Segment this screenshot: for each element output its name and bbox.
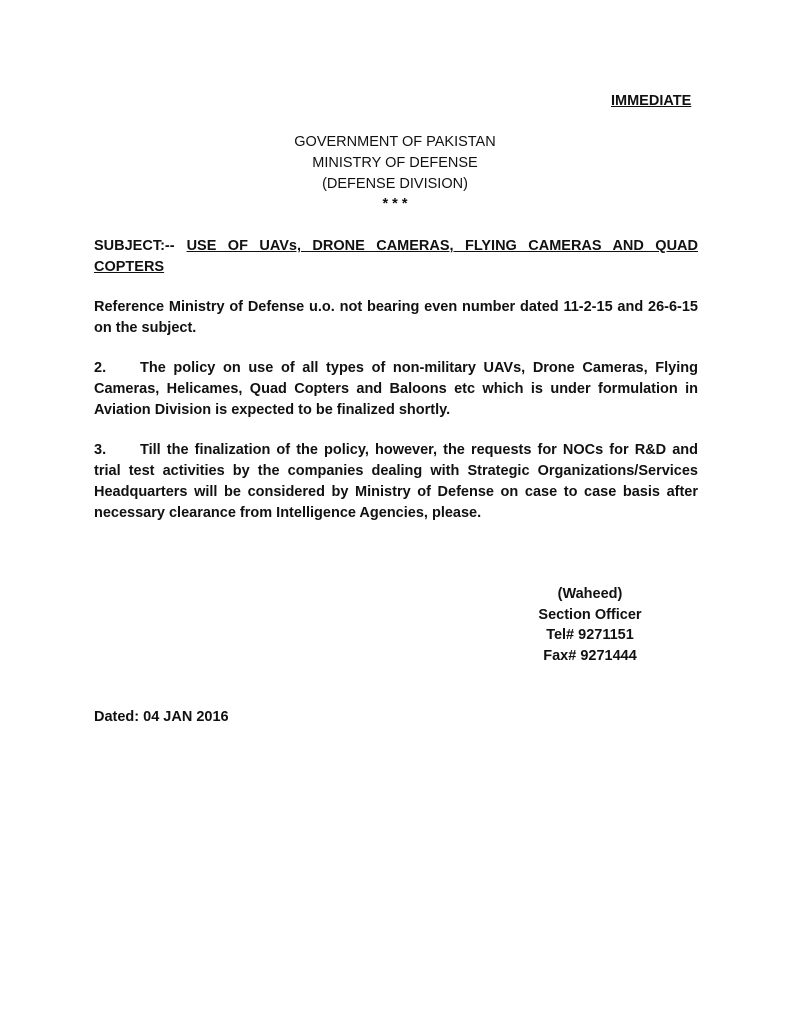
paragraph-text: The policy on use of all types of non-military UAVs, Drone Cameras, Flying Cameras, Helicames, Quad Copters and Baloons etc which is under formulation in Aviation Division is expected to be finalized shortly. (94, 360, 698, 418)
subject-label: SUBJECT:-- (94, 238, 175, 254)
header-division: (DEFENSE DIVISION) (322, 176, 468, 192)
subject-line (94, 236, 698, 278)
document-date: Dated: 04 JAN 2016 (94, 709, 229, 725)
signatory-name: (Waheed) (557, 586, 623, 602)
header-government: GOVERNMENT OF PAKISTAN (294, 134, 496, 150)
paragraph-number: 2. (94, 360, 107, 376)
subject-text: USE OF UAVs, DRONE CAMERAS, FLYING CAMERAS AND QUAD COPTERS (94, 238, 698, 275)
paragraph-2 (94, 358, 698, 421)
signatory-tel: Tel# 9271151 (546, 627, 634, 643)
priority-label: IMMEDIATE (611, 93, 692, 109)
header-ministry: MINISTRY OF DEFENSE (312, 155, 478, 171)
signatory-fax: Fax# 9271444 (543, 648, 637, 664)
paragraph-number: 3. (94, 442, 107, 458)
signatory-title: Section Officer (538, 607, 642, 623)
reference-paragraph: Reference Ministry of Defense u.o. not bearing even number dated 11-2-15 and 26-6-15 on the subject. (94, 299, 698, 336)
paragraph-3 (94, 440, 698, 524)
paragraph-text: Till the finalization of the policy, however, the requests for NOCs for R&D and trial test activities by the companies dealing with Strategic Organizations/Services Headquarters will be considered by Ministry of Defense on case to case basis after necessary clearance from Intelligence Agencies, please. (94, 442, 698, 521)
header-separator: * * * (382, 196, 408, 212)
